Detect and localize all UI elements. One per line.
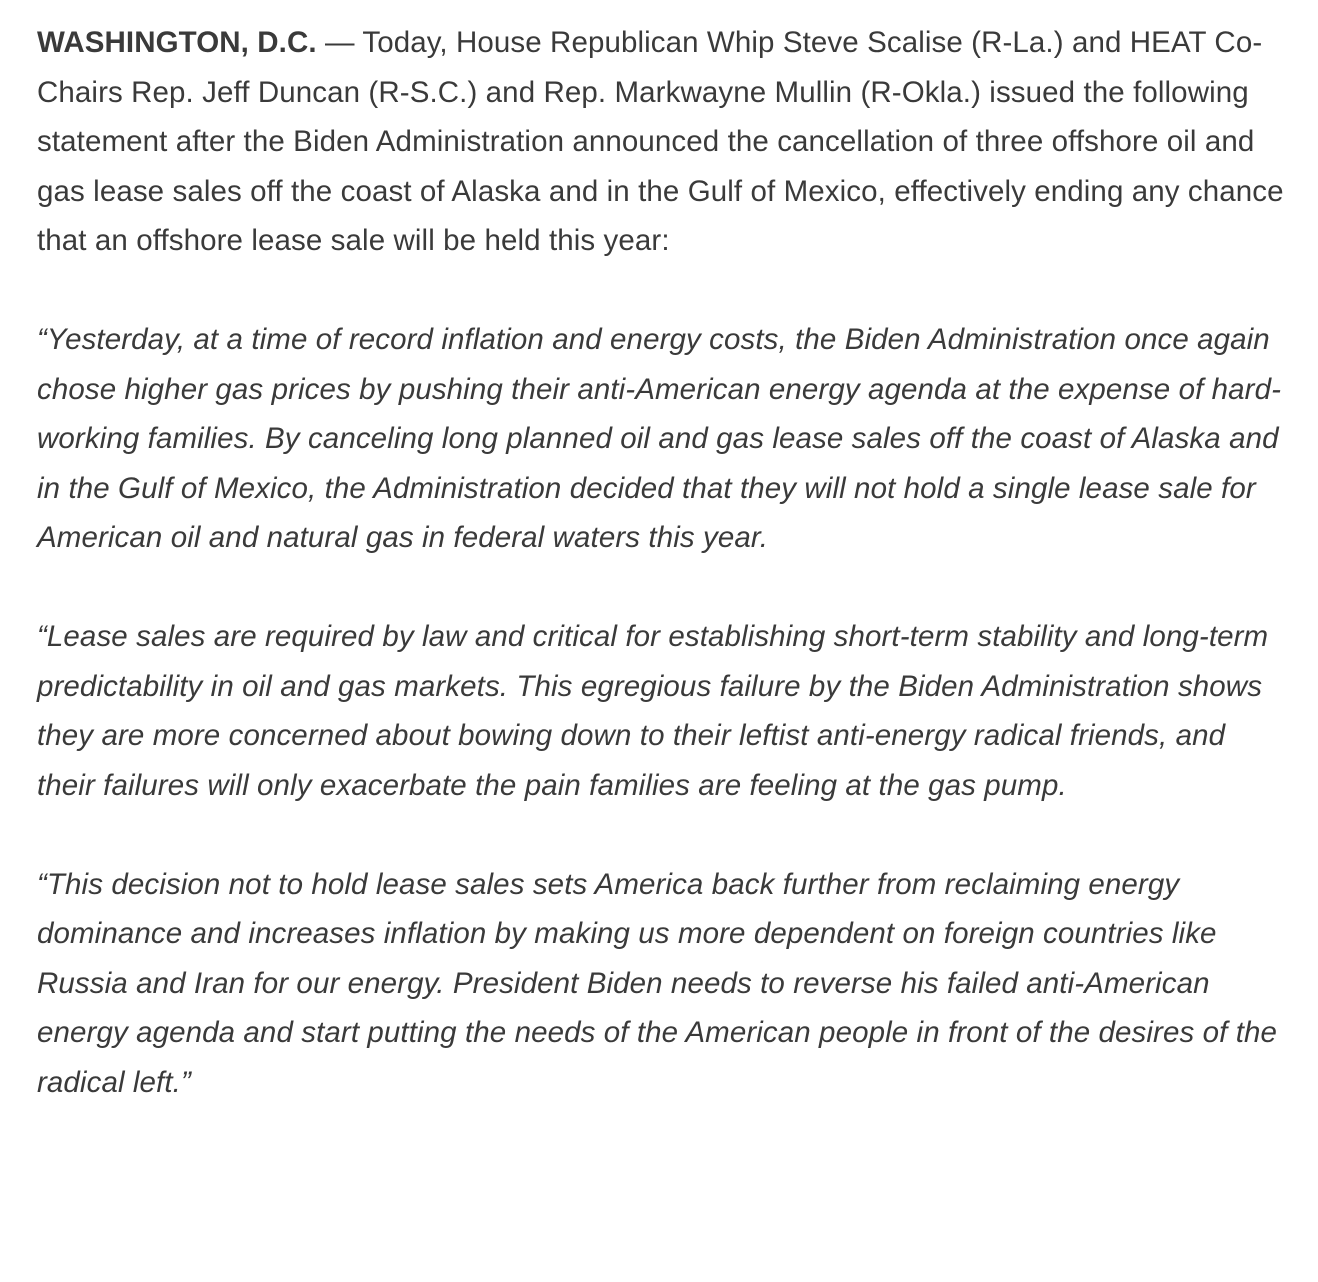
- dateline: WASHINGTON, D.C.: [37, 26, 317, 59]
- quote-paragraph-2: “Lease sales are required by law and critical for establishing short-term stability and long-term predictability in oil and gas markets. This egregious failure by the Biden Administration shows they are more concerned about bowing down to their leftist anti-energy radical friends, and their failures will only exacerbate the pain families are feeling at the gas pump.: [37, 620, 1269, 802]
- lead-text: — Today, House Republican Whip Steve Scalise (R-La.) and HEAT Co-Chairs Rep. Jeff Duncan (R-S.C.) and Rep. Markwayne Mullin (R-Okla.) issued the following statement after the Biden Administration announced the cancellation of three offshore oil and gas lease sales off the coast of Alaska and in the Gulf of Mexico, effectively ending any chance that an offshore lease sale will be held this year:: [37, 26, 1284, 257]
- quote-paragraph-3: “This decision not to hold lease sales sets America back further from reclaiming energy dominance and increases inflation by making us more dependent on foreign countries like Russia and Iran for our energy. President Biden needs to reverse his failed anti-American energy agenda and start putting the needs of the American people in front of the desires of the radical left.”: [37, 867, 1278, 1099]
- lead-paragraph: [37, 18, 1287, 266]
- article-body: [37, 18, 1287, 1157]
- quote-paragraph-1: “Yesterday, at a time of record inflation and energy costs, the Biden Administration once again chose higher gas prices by pushing their anti-American energy agenda at the expense of hard-working families. By canceling long planned oil and gas lease sales off the coast of Alaska and in the Gulf of Mexico, the Administration decided that they will not hold a single lease sale for American oil and natural gas in federal waters this year.: [37, 323, 1282, 554]
